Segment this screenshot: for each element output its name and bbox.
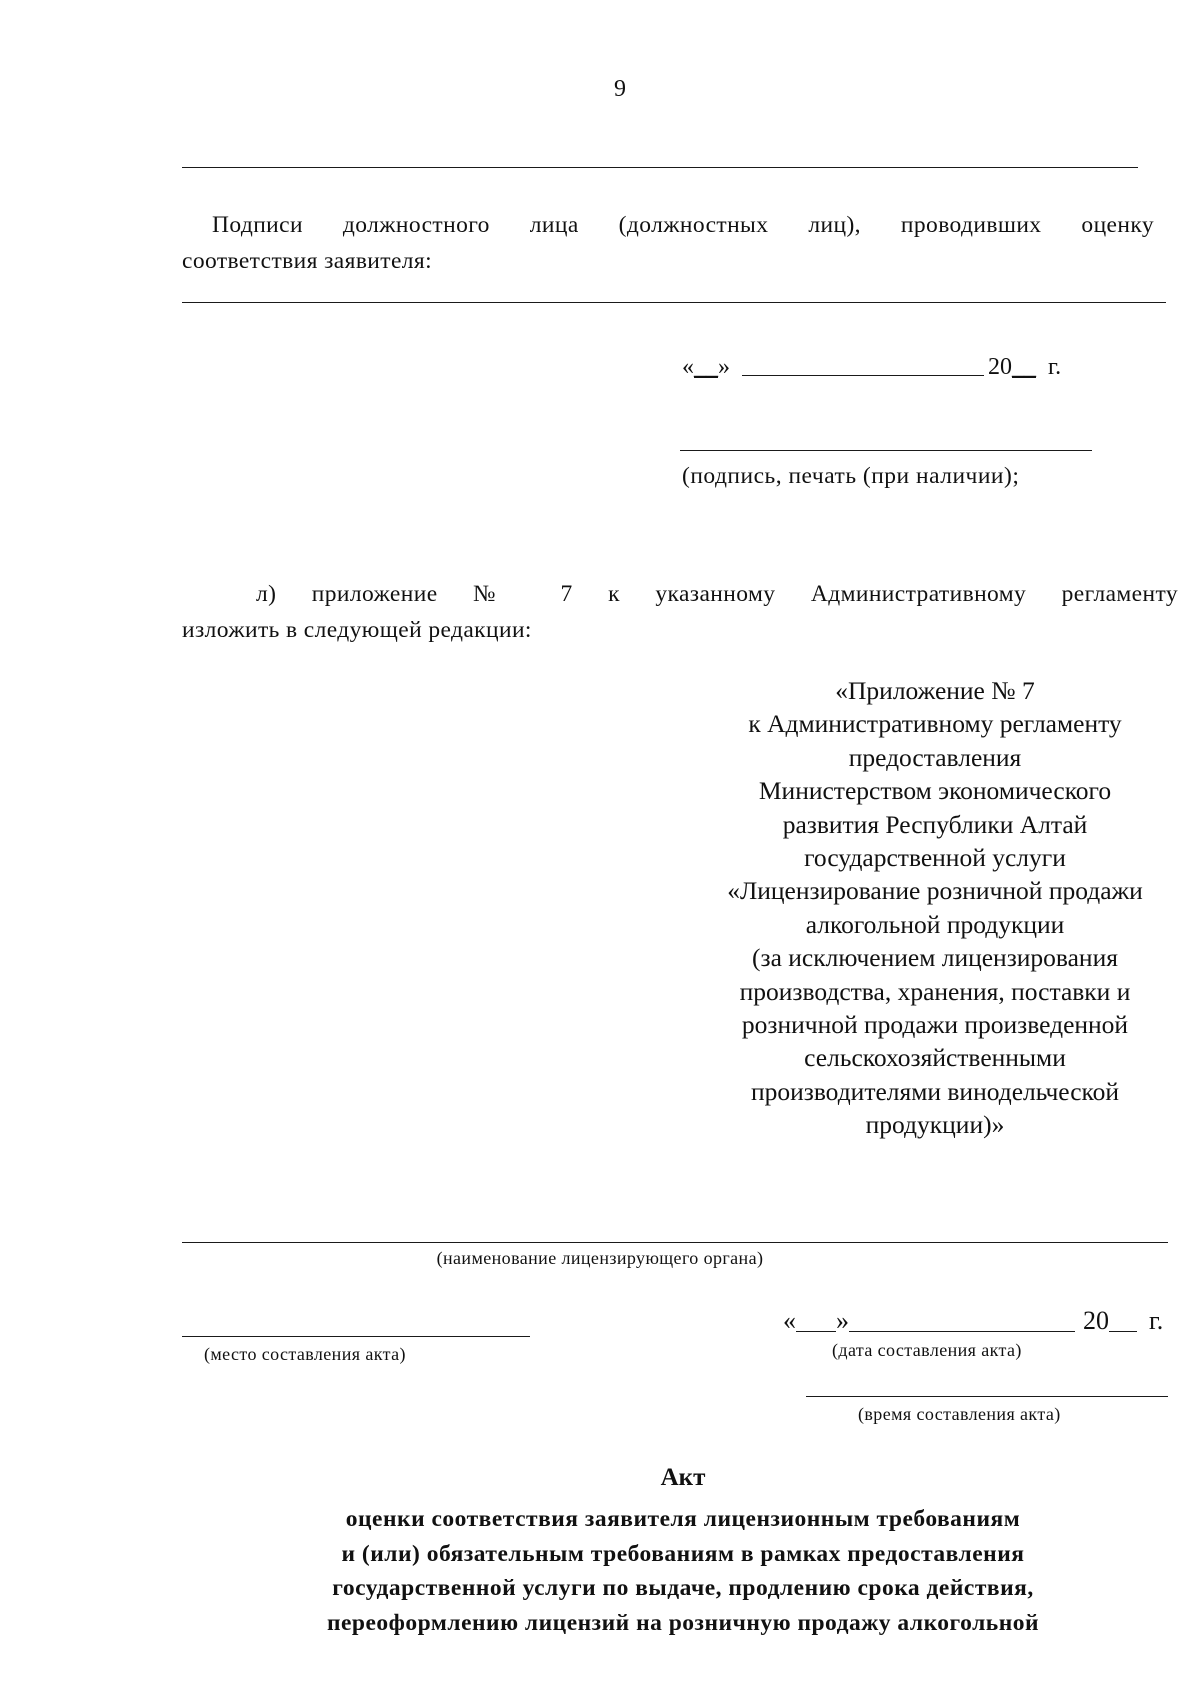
date-year-blank: __ <box>1012 354 1036 380</box>
appendix-header-line: к Административному регламенту <box>748 709 1122 739</box>
act-subtitle <box>0 1502 1200 1640</box>
act-subtitle-line: оценки соответствия заявителя лицензионным требованиям <box>345 1506 1021 1532</box>
date-caption: (дата составления акта) <box>832 1340 1022 1360</box>
appendix-header-line: развития Республики Алтай <box>782 809 1088 839</box>
act-date-month-blank <box>849 1309 1075 1332</box>
date-month-blank <box>742 355 984 376</box>
act-title: Акт <box>660 1464 706 1491</box>
act-subtitle-line: переоформлению лицензий на розничную продажу алкогольной <box>326 1609 1040 1636</box>
appendix-header-line: продукции)» <box>865 1110 1005 1140</box>
licensing-body-caption: (наименование лицензирующего органа) <box>436 1248 764 1268</box>
date-day-blank: __ <box>694 354 718 380</box>
signatures-text-line-2: соответствия заявителя: <box>182 248 433 274</box>
act-date-year-blank <box>1109 1309 1137 1332</box>
appendix-header-line: «Лицензирование розничной продажи <box>727 876 1143 906</box>
amendment-paragraph <box>182 576 1178 648</box>
appendix-header-line: предоставления <box>848 742 1022 772</box>
signatures-blank-line <box>182 302 1166 303</box>
appendix-header-line: алкогольной продукции <box>805 909 1065 939</box>
place-caption: (место составления акта) <box>204 1344 406 1364</box>
appendix-header-line: «Приложение № 7 <box>835 676 1035 705</box>
date-year-prefix: 20 <box>988 354 1012 380</box>
amendment-text-line-1: л) приложение № 7 к указанному Административному регламенту <box>256 581 1178 607</box>
time-caption: (время составления акта) <box>858 1404 1061 1424</box>
time-line <box>806 1396 1168 1397</box>
act-date-year-prefix: 20 <box>1083 1306 1109 1335</box>
signature-date-line <box>682 354 1061 381</box>
licensing-body-line <box>182 1242 1168 1243</box>
date-open-quote: « <box>682 354 694 380</box>
top-rule <box>182 167 1138 168</box>
appendix-header-line: розничной продажи произведенной <box>741 1010 1129 1040</box>
signature-caption: (подпись, печать (при наличии); <box>682 463 1020 489</box>
act-date-open-quote: « <box>783 1306 796 1335</box>
appendix-header-line: производства, хранения, поставки и <box>739 976 1131 1006</box>
date-close-quote: » <box>718 354 730 380</box>
place-line <box>182 1336 530 1337</box>
amendment-text-line-2: изложить в следующей редакции: <box>182 617 532 643</box>
appendix-header-line: (за исключением лицензирования <box>752 943 1118 973</box>
act-date-line <box>783 1306 1163 1336</box>
appendix-header-line: сельскохозяйственными <box>804 1043 1066 1073</box>
appendix-header-line: производителями винодельческой <box>750 1076 1120 1106</box>
act-date-day-blank <box>796 1309 836 1332</box>
date-suffix: г. <box>1048 354 1062 380</box>
act-date-suffix: г. <box>1149 1306 1164 1335</box>
act-date-close-quote: » <box>836 1306 849 1335</box>
signature-line <box>680 450 1092 451</box>
appendix-header-line: Министерством экономического <box>758 776 1112 806</box>
appendix-header-line: государственной услуги <box>804 843 1066 873</box>
page-number: 9 <box>614 76 626 102</box>
appendix-header <box>686 674 1184 1142</box>
signatures-text-line-1: Подписи должностного лица (должностных лиц), проводивших оценку <box>212 212 1154 238</box>
act-subtitle-line: и (или) обязательным требованиям в рамках предоставления <box>341 1540 1025 1567</box>
act-subtitle-line: государственной услуги по выдаче, продлению срока действия, <box>332 1575 1034 1601</box>
signatures-paragraph <box>182 207 1154 279</box>
